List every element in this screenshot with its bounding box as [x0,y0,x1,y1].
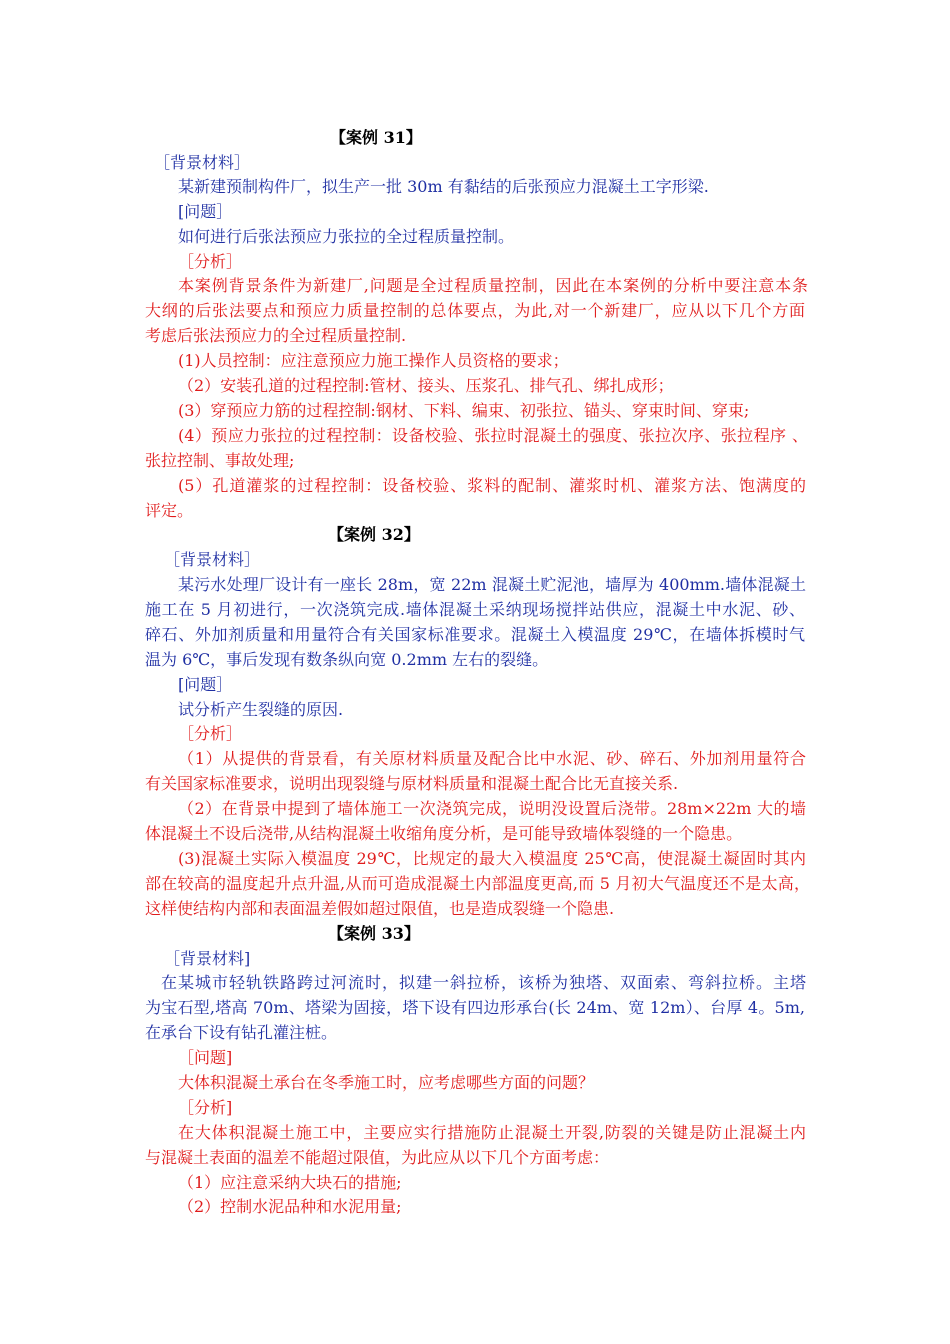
list-item: (3）穿预应力筋的过程控制:钢材、下料、编束、初张拉、锚头、穿束时间、穿束; [178,401,750,420]
paragraph-line: 在大体积混凝土施工中，主要应实行措施防止混凝土开裂,防裂的关键是防止混凝土内 [178,1123,806,1142]
list-item: （2）在背景中提到了墙体施工一次浇筑完成，说明没设置后浇带。28m×22m 大的墙 [178,799,806,818]
paragraph-line: 在承台下设有钻孔灌注桩。 [145,1023,338,1042]
paragraph-line: 大体积混凝土承台在冬季施工时，应考虑哪些方面的问题？ [178,1073,595,1092]
paragraph-line: 施工在 5 月初进行，一次浇筑完成.墙体混凝土采纳现场搅拌站供应，混凝土中水泥、砂、 [145,600,805,619]
list-item: （2）控制水泥品种和水泥用量; [178,1197,402,1216]
paragraph-line: 温为 6℃，事后发现有数条纵向宽 0.2mm 左右的裂缝。 [145,650,549,669]
list-item: (5）孔道灌浆的过程控制：设备校验、浆料的配制、灌浆时机、灌浆方法、饱满度的 [178,476,806,495]
list-item: 有关国家标准要求，说明出现裂缝与原材料质量和混凝土配合比无直接关系. [145,774,679,793]
paragraph-line: 考虑后张法预应力的全过程质量控制. [145,326,407,345]
paragraph-line: 如何进行后张法预应力张拉的全过程质量控制。 [178,227,515,246]
paragraph-line: 某新建预制构件厂，拟生产一批 30m 有黏结的后张预应力混凝土工字形梁. [178,177,709,196]
paragraph-line: 本案例背景条件为新建厂,问题是全过程质量控制，因此在本案例的分析中要注意本条 [178,276,808,295]
list-item: 这样使结构内部和表面温差假如超过限值，也是造成裂缝一个隐患. [145,899,615,918]
analysis-label: ［分析］ [178,252,243,271]
case-32-heading: 【案例 32】 [328,525,420,544]
list-item: （1）从提供的背景看，有关原材料质量及配合比中水泥、砂、碎石、外加剂用量符合 [178,749,806,768]
paragraph-line: 为宝石型,塔高 70m、塔梁为固接，塔下设有四边形承台(长 24m、宽 12m）、台厚 4。5m, [145,998,805,1017]
background-label: ［背景材料］ [154,153,251,172]
list-item: 评定。 [145,501,194,520]
list-item: 张拉控制、事故处理; [145,451,295,470]
paragraph-line: 在某城市轻轨铁路跨过河流时，拟建一斜拉桥，该桥为独塔、双面索、弯斜拉桥。主塔 [161,973,806,992]
list-item: 部在较高的温度起升点升温,从而可造成混凝土内部温度更高,而 5 月初大气温度还不是太高， [145,874,810,893]
paragraph-line: 大纲的后张法要点和预应力质量控制的总体要点，为此,对一个新建厂，应从以下几个方面 [145,301,805,320]
list-item: 体混凝土不设后浇带,从结构混凝土收缩角度分析，是可能导致墙体裂缝的一个隐患。 [145,824,743,843]
question-label: ［问题] [178,1048,233,1067]
paragraph-line: 某污水处理厂设计有一座长 28m，宽 22m 混凝土贮泥池，墙厚为 400mm.墙体混凝土 [178,575,806,594]
paragraph-line: 碎石、外加剂质量和用量符合有关国家标准要求。混凝土入模温度 29℃，在墙体拆模时气 [145,625,805,644]
case-33-heading: 【案例 33】 [328,924,420,943]
list-item: （1）应注意采纳大块石的措施; [178,1173,402,1192]
case-31-heading: 【案例 31】 [330,128,422,147]
list-item: (1)人员控制：应注意预应力施工操作人员资格的要求； [178,351,569,370]
list-item: (3)混凝土实际入模温度 29℃，比规定的最大入模温度 25℃高，使混凝土凝固时其内 [178,849,806,868]
list-item: （2）安装孔道的过程控制:管材、接头、压浆孔、排气孔、绑扎成形； [178,376,674,395]
analysis-label: ［分析］ [178,724,243,743]
question-label: [问题］ [178,675,233,694]
list-item: (4）预应力张拉的过程控制：设备校验、张拉时混凝土的强度、张拉次序、张拉程序 、 [178,426,808,445]
question-label: [问题］ [178,202,233,221]
paragraph-line: 与混凝土表面的温差不能超过限值，为此应从以下几个方面考虑： [145,1148,610,1167]
paragraph-line: 试分析产生裂缝的原因. [178,700,344,719]
analysis-label: ［分析] [178,1098,233,1117]
background-label: ［背景材料］ [164,550,261,569]
background-label: ［背景材料] [164,949,251,968]
